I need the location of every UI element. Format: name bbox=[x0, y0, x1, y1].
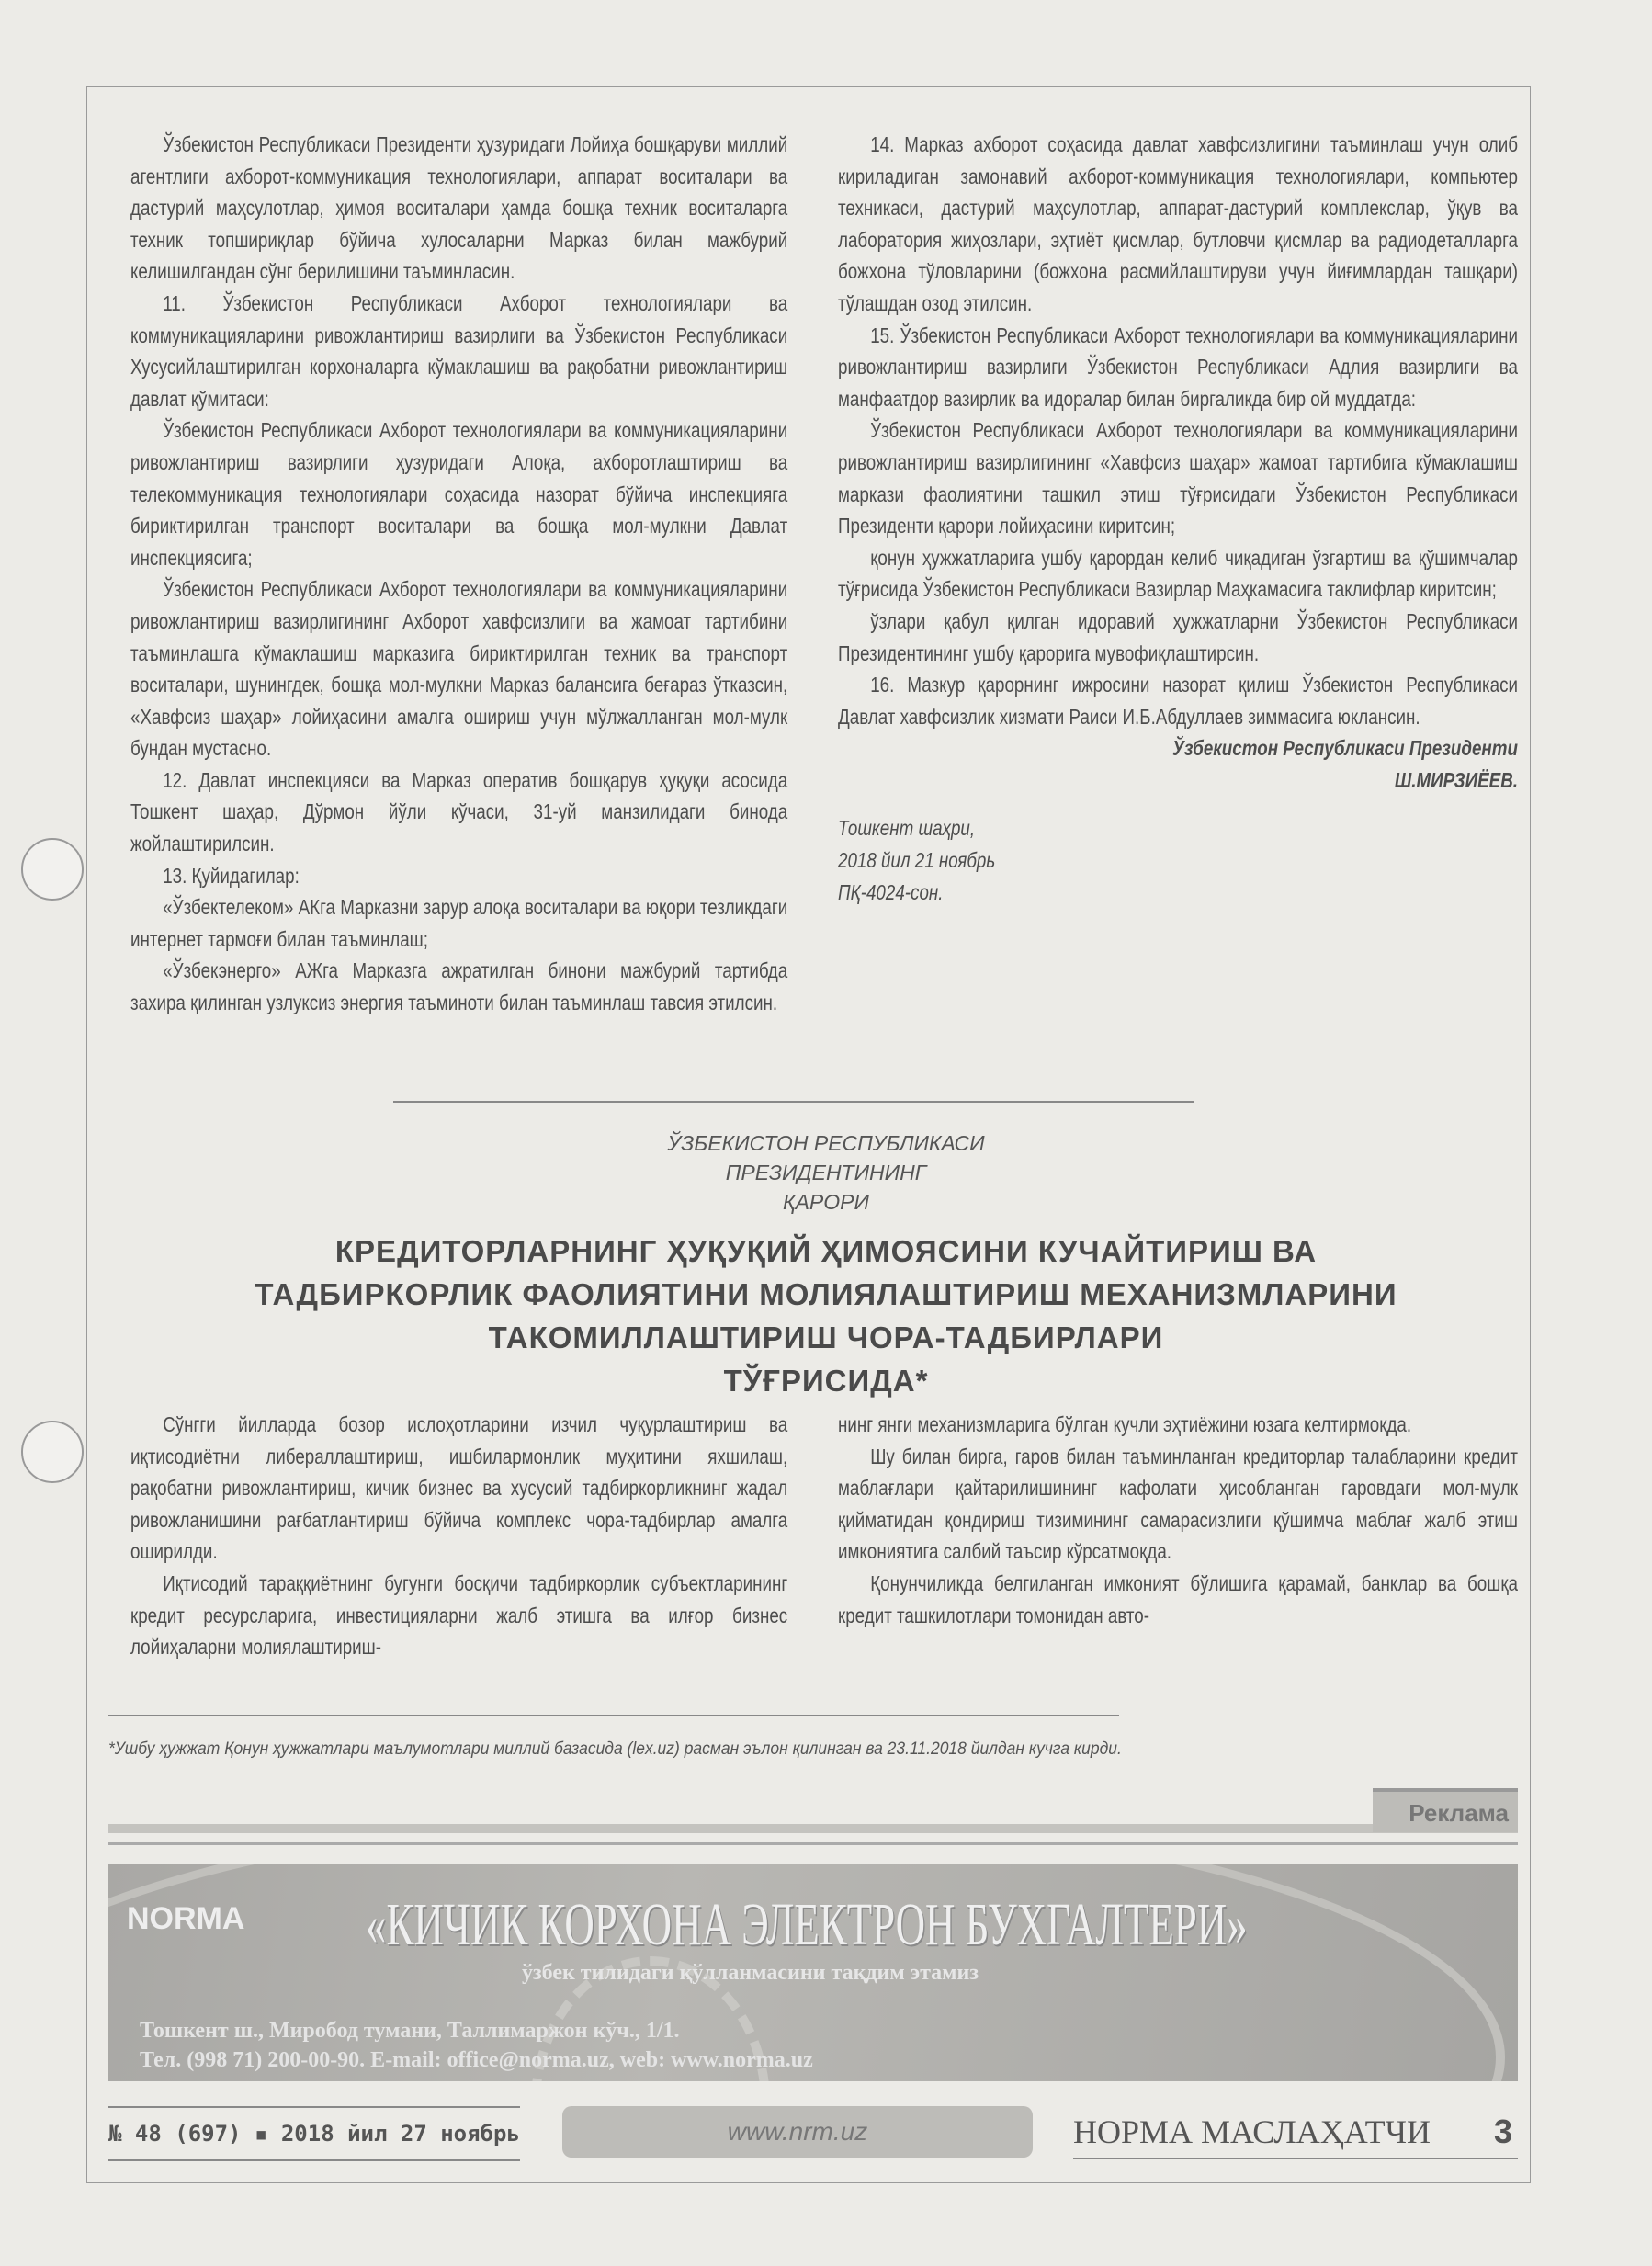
paragraph: Сўнгги йилларда бозор ислоҳотларини изчил чуқурлаштириш ва иқтисодиётни либераллаштириш, ишбилармонлик муҳитини яхшилаш, рақобатни ривожлантириш, кичик бизнес ва хусусий тадбиркорликнинг жадал ривожланишини рағбатлантириш бўйича комплекс чора-тадбирлар амалга оширилди. bbox=[130, 1412, 788, 1564]
title-line: ТЎҒРИСИДА* bbox=[723, 1364, 929, 1398]
ad-contacts: Тел. (998 71) 200-00-90. E-mail: office@norma.uz, web: www.norma.uz bbox=[140, 2048, 813, 2072]
ad-address: Тошкент ш., Миробод тумани, Таллимаржон кўч., 1/1. bbox=[140, 2019, 680, 2043]
paragraph: қонун ҳужжатларига ушбу қарордан келиб чиқадиган ўзгартиш ва қўшимчалар тўғрисида Ўзбекистон Республикаси Вазирлар Маҳкамасига таклифлар киритсин; bbox=[838, 545, 1518, 602]
place-city: Тошкент шаҳри, bbox=[838, 816, 976, 841]
newspaper-name bbox=[1073, 2106, 1518, 2159]
paragraph: Ўзбекистон Республикаси Ахборот технологиялари ва коммуникацияларини ривожлантириш вазирлигининг Ахборот хавфсизлиги ва жамоат тартибини таъминлашга кўмаклашиш марказига бириктирилган техник ва транспорт воситалари, шунингдек, бошқа мол-мулкни Марказ балансига беғараз ўтказсин, «Хавфсиз шаҳар» лойиҳасини амалга ошириш учун мўлжалланган мол-мулк бундан мустасно. bbox=[130, 577, 788, 761]
binder-hole bbox=[21, 838, 84, 901]
paragraph: 14. Марказ ахборот соҳасида давлат хавфсизлигини таъминлаш учун олиб кириладиган замонавий ахборот-коммуникация технологиялари, компьютер техникаси, дастурий маҳсулотлар, аппарат-дастурий комплекслар, ўқув ва лаборатория жиҳозлари, эҳтиёт қисмлар, бутловчи қисмлар ва радиодеталларга божхона тўловларини (божхона расмийлаштируви учун йиғимлардан ташқари) тўлашдан озод этилсин. bbox=[838, 132, 1518, 315]
title-line: ТАДБИРКОРЛИК ФАОЛИЯТИНИ МОЛИЯЛАШТИРИШ МЕХАНИЗМЛАРИНИ bbox=[255, 1277, 1397, 1311]
newspaper-title: НОРМА МАСЛАҲАТЧИ bbox=[1073, 2113, 1431, 2150]
advertisement-banner bbox=[108, 1864, 1518, 2081]
top-right-column bbox=[838, 129, 1518, 908]
norma-logo: NORMA bbox=[127, 1901, 245, 1936]
page-number: 3 bbox=[1493, 2113, 1512, 2150]
paragraph: Иқтисодий тараққиётнинг бугунги босқичи тадбиркорлик субъектларининг кредит ресурсларига, инвестицияларни жалб этишга ва илғор бизнес лойиҳаларни молиялаштириш- bbox=[130, 1570, 788, 1660]
divider bbox=[108, 1842, 1518, 1845]
subheading-line: ЎЗБЕКИСТОН РЕСПУБЛИКАСИ bbox=[667, 1131, 985, 1155]
top-left-column bbox=[130, 129, 787, 1019]
ad-header-bar bbox=[108, 1824, 1518, 1833]
paragraph: «Ўзбекэнерго» АЖга Марказга ажратилган бинони мажбурий тартибда захира қилинган узлуксиз энергия таъминоти билан таъминлаш тавсия этилсин. bbox=[130, 958, 788, 1015]
website-link[interactable]: www.nrm.uz bbox=[562, 2106, 1033, 2158]
paragraph: Шу билан бирга, гаров билан таъминланган кредиторлар талабларини кредит маблағлари қайтарилишининг кафолати ҳисобланган гаровдаги мол-мулк қийматидан қондириш тизимининг самарасизлиги қўшимча маблағ жалб этиш имкониятига салбий таъсир кўрсатмоқда. bbox=[838, 1444, 1518, 1564]
title-line: ТАКОМИЛЛАШТИРИШ ЧОРА-ТАДБИРЛАРИ bbox=[488, 1320, 1164, 1354]
paragraph: 12. Давлат инспекцияси ва Марказ оператив бошқарув ҳуқуқи асосида Тошкент шаҳар, Дўрмон йўли кўчаси, 31-уй манзилидаги бинода жойлаштирилсин. bbox=[130, 767, 788, 856]
paragraph: ўзлари қабул қилган идоравий ҳужжатларни Ўзбекистон Республикаси Президентининг ушбу қарорига мувофиқлаштирсин. bbox=[838, 608, 1518, 665]
decree-date: 2018 йил 21 ноябрь bbox=[838, 848, 996, 873]
paragraph: 15. Ўзбекистон Республикаси Ахборот технологиялари ва коммуникацияларини ривожлантириш вазирлиги Ўзбекистон Республикаси Адлия вазирлиги ва манфаатдор вазирлик ва идоралар билан биргаликда бир ой муддатда: bbox=[838, 323, 1518, 411]
paragraph: 13. Қуйидагилар: bbox=[163, 863, 300, 888]
decree-title bbox=[0, 1229, 1652, 1402]
paragraph: Ўзбекистон Республикаси Ахборот технологиялари ва коммуникацияларини ривожлантириш вазирлигининг «Хавфсиз шаҳар» жамоат тартибига кўмаклашиш маркази фаолиятини ташкил этиш тўғрисидаги Ўзбекистон Республикаси Президенти қарори лойиҳасини киритсин; bbox=[838, 418, 1518, 538]
bottom-left-column bbox=[130, 1409, 787, 1663]
divider bbox=[393, 1101, 1194, 1103]
ad-subtitle: ўзбек тилидаги қўлланмасини тақдим этамиз bbox=[522, 1961, 979, 1985]
subheading-line: ПРЕЗИДЕНТИНИНГ bbox=[725, 1161, 927, 1184]
paragraph: Қонунчиликда белгиланган имконият бўлишига қарамай, банклар ва бошқа кредит ташкилотлари томонидан авто- bbox=[838, 1570, 1518, 1627]
signature-name: Ш.МИРЗИЁЕВ. bbox=[1394, 767, 1518, 792]
subheading-line: ҚАРОРИ bbox=[783, 1190, 869, 1214]
ad-title: «КИЧИК КОРХОНА ЭЛЕКТРОН БУХГАЛТЕРИ» bbox=[366, 1891, 1248, 1958]
paragraph: Ўзбекистон Республикаси Президенти ҳузуридаги Лойиҳа бошқаруви миллий агентлиги ахборот-коммуникация технологиялари, аппарат воситалари ва дастурий маҳсулотлар, ҳимоя воситалари ҳамда бошқа техник воситаларга техник топшириқлар бўйича хулосаларни Марказ билан мажбурий келишилгандан сўнг берилишини таъминласин. bbox=[130, 132, 788, 284]
paragraph: 11. Ўзбекистон Республикаси Ахборот технологиялари ва коммуникацияларини ривожлантириш вазирлиги ва Ўзбекистон Республикаси Хусусийлаштирилган корхоналарга кўмаклашиш ва рақобатни ривожлантириш давлат қўмитаси: bbox=[130, 290, 788, 411]
issue-info: № 48 (697) ▪ 2018 йил 27 ноябрь bbox=[108, 2106, 520, 2161]
footnote-divider bbox=[108, 1715, 1119, 1716]
footnote: *Ушбу ҳужжат Қонун ҳужжатлари маълумотлари миллий базасида (lex.uz) расман эълон қилинган ва 23.11.2018 йилдан кучга кирди. bbox=[108, 1739, 1122, 1759]
bottom-right-column bbox=[838, 1409, 1518, 1631]
title-line: КРЕДИТОРЛАРНИНГ ҲУҚУҚИЙ ҲИМОЯСИНИ КУЧАЙТИРИШ ВА bbox=[334, 1234, 1318, 1268]
decree-number: ПҚ-4024-сон. bbox=[838, 879, 944, 904]
paragraph: Ўзбекистон Республикаси Ахборот технологиялари ва коммуникацияларини ривожлантириш вазирлиги ҳузуридаги Алоқа, ахборотлаштириш ва телекоммуникация технологиялари соҳасида назорат бўйича инспекцияга бириктирилган транспорт воситалари ва бошқа мол-мулкни Давлат инспекциясига; bbox=[130, 418, 788, 570]
paragraph: нинг янги механизмларига бўлган кучли эҳтиёжини юзага келтирмоқда. bbox=[838, 1412, 1412, 1436]
paragraph: «Ўзбектелеком» АКга Марказни зарур алоқа воситалари ва юқори тезликдаги интернет тармоғи билан таъминлаш; bbox=[130, 895, 788, 951]
paragraph: 16. Мазкур қарорнинг ижросини назорат қилиш Ўзбекистон Республикаси Давлат хавфсизлик хизмати Раиси И.Б.Абдуллаев зиммасига юклансин. bbox=[838, 673, 1518, 729]
decree-subheading bbox=[0, 1128, 1652, 1217]
advertisement-label: Реклама bbox=[1373, 1788, 1518, 1832]
signature-title: Ўзбекистон Республикаси Президенти bbox=[1172, 736, 1518, 761]
binder-hole bbox=[21, 1421, 84, 1483]
